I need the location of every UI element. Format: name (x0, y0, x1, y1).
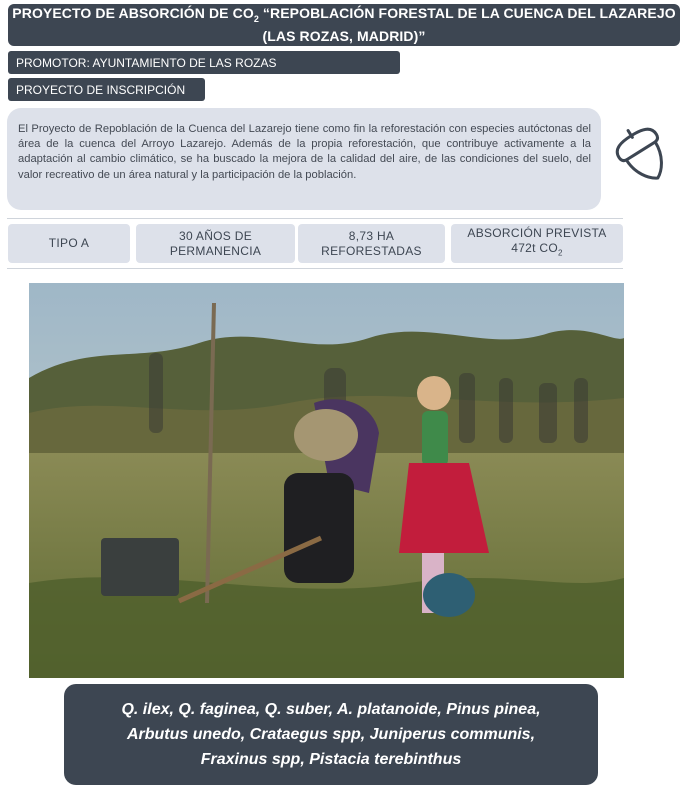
stat-absorcion-value: 472t CO (511, 241, 559, 256)
stat-absorcion-line2 (451, 241, 623, 260)
species-line-3: Fraxinus spp, Pistacia terebinthus (200, 751, 462, 768)
species-line-1: Q. ilex, Q. faginea, Q. suber, A. platanoide, Pinus pinea, (121, 701, 541, 718)
title-co2-subscript: 2 (253, 13, 259, 24)
project-description (7, 108, 601, 210)
stat-absorcion-co2-subscript: 2 (558, 248, 563, 258)
title-line-2: (LAS ROZAS, MADRID)” (262, 27, 426, 44)
stat-reforestadas (298, 224, 445, 263)
inscripcion-label: PROYECTO DE INSCRIPCIÓN (8, 78, 205, 101)
divider-bottom (7, 268, 623, 269)
title-line-1 (8, 5, 680, 28)
stat-permanencia-line2: PERMANENCIA (169, 243, 262, 258)
project-title (8, 4, 680, 46)
acorn-icon (612, 122, 676, 186)
stat-absorcion (451, 224, 623, 263)
promotor-label: PROMOTOR: AYUNTAMIENTO DE LAS ROZAS (8, 51, 400, 74)
stat-permanencia (136, 224, 295, 263)
photo-bucket (101, 538, 179, 596)
stat-reforestadas-line2: REFORESTADAS (321, 243, 422, 258)
photo-illustration (29, 283, 624, 678)
title-line-1-prefix: PROYECTO DE ABSORCIÓN DE CO (12, 5, 254, 22)
species-line-2: Arbutus unedo, Crataegus spp, Juniperus communis, (126, 726, 536, 743)
stat-absorcion-line1: ABSORCIÓN PREVISTA (467, 226, 607, 241)
title-line-1-suffix: “REPOBLACIÓN FORESTAL DE LA CUENCA DEL LAZAREJO (258, 5, 676, 22)
species-list (64, 684, 598, 785)
divider-top (7, 218, 623, 219)
stat-tipo-value: TIPO A (48, 236, 90, 250)
description-text: El Proyecto de Repoblación de la Cuenca del Lazarejo tiene como fin la reforestación con especies autóctonas del área de la cuenca del Arroyo Lazarejo. Además de la propia reforestación, que contribuye activamente a la adaptación al cambio climático, se ha buscado la mejora de la calidad del aire, de las condiciones del suelo, del valor recreativo de un área natural y la participación de la población. (18, 123, 591, 181)
reforestation-photo (29, 283, 624, 678)
stat-tipo (8, 224, 130, 263)
stat-reforestadas-line1: 8,73 HA (348, 228, 395, 243)
stat-permanencia-line1: 30 AÑOS DE (178, 228, 253, 243)
